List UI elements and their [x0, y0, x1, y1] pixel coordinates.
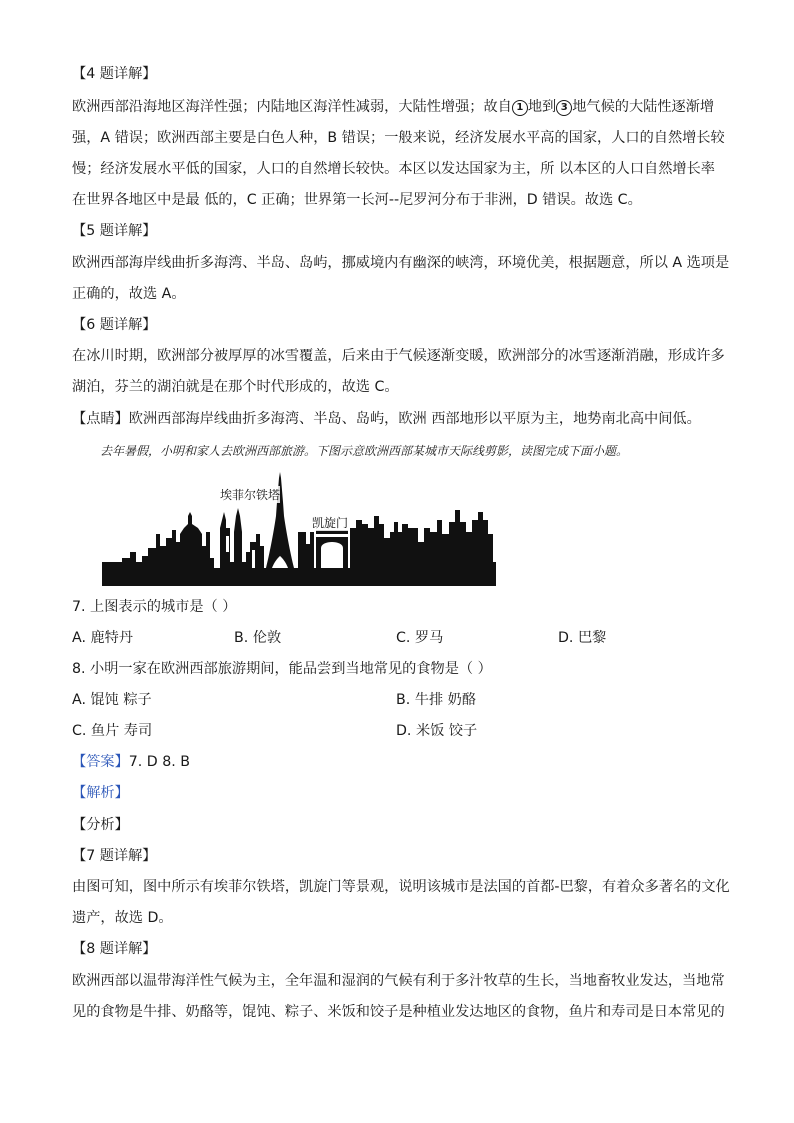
answer-label: 【答案】 [72, 754, 129, 770]
q8-option-d: D. 米饭 饺子 [396, 723, 478, 739]
circled-number-3: 3 [556, 100, 572, 116]
q7-option-a: A. 鹿特丹 [72, 630, 134, 646]
skyline-figure [102, 472, 496, 586]
q8-line-2: 见的食物是牛排、奶酪等，馄饨、粽子、米饭和饺子是种植业发达地区的食物，鱼片和寿司是日本常见的 [72, 1004, 725, 1020]
q8-line-1: 欧洲西部以温带海洋性气候为主，全年温和湿润的气候有利于多汁牧草的生长，当地畜牧业发达，当地常 [72, 973, 725, 989]
answer-text: 7. D 8. B [128, 754, 191, 770]
q8-option-c: C. 鱼片 寿司 [72, 723, 153, 739]
q6-line-1: 在冰川时期，欧洲部分被厚厚的冰雪覆盖，后来由于气候逐渐变暖，欧洲部分的冰雪逐渐消融，形成许多 [72, 348, 725, 364]
q8-stem: 8. 小明一家在欧洲西部旅游期间，能品尝到当地常见的食物是（ ） [72, 661, 492, 677]
eiffel-tower-label: 埃菲尔铁塔 [220, 488, 281, 502]
circled-number-1: 1 [512, 100, 528, 116]
q6-line-2: 湖泊，芬兰的湖泊就是在那个时代形成的，故选 C。 [72, 379, 399, 395]
q5-heading: 【5 题详解】 [72, 223, 157, 239]
q7-option-c: C. 罗马 [396, 630, 444, 646]
q7-line-1: 由图可知，图中所示有埃菲尔铁塔，凯旋门等景观，说明该城市是法国的首都-巴黎，有着众多著名的文化 [72, 879, 730, 895]
paris-skyline-silhouette [102, 472, 496, 586]
q4-heading: 【4 题详解】 [72, 66, 157, 82]
q7-line-2: 遗产，故选 D。 [72, 910, 173, 926]
q8-option-a: A. 馄饨 粽子 [72, 692, 152, 708]
q6-heading: 【6 题详解】 [72, 317, 157, 333]
q8-heading: 【8 题详解】 [72, 941, 157, 957]
arc-de-triomphe-label: 凯旋门 [312, 516, 349, 530]
jiexi-heading: 【解析】 [72, 785, 129, 801]
q7-heading: 【7 题详解】 [72, 848, 157, 864]
q4-line-1: 欧洲西部沿海地区海洋性强；内陆地区海洋性减弱，大陆性增强；故自 1 地到 3 地气候的大陆性逐渐增 [72, 99, 715, 115]
dianjing-note: 【点睛】欧洲西部海岸线曲折多海湾、半岛、岛屿，欧洲 西部地形以平原为主，地势南北高中间低。 [72, 411, 701, 427]
q7-option-d: D. 巴黎 [558, 630, 607, 646]
q5-line-2: 正确的，故选 A。 [72, 286, 186, 302]
q5-line-1: 欧洲西部海岸线曲折多海湾、半岛、岛屿，挪威境内有幽深的峡湾，环境优美，根据题意，所以 A 选项是 [72, 255, 730, 271]
q7-option-b: B. 伦敦 [234, 630, 282, 646]
fenxi-heading: 【分析】 [72, 817, 129, 833]
q4-line-3: 慢；经济发展水平低的国家，人口的自然增长较快。本区以发达国家为主，所 以本区的人口自然增长率 [72, 161, 715, 177]
q4-line-4: 在世界各地区中是最 低的，C 正确；世界第一长河--尼罗河分布于非洲，D 错误。故选 C。 [72, 192, 642, 208]
q4-line-2: 强，A 错误；欧洲西部主要是白色人种，B 错误；一般来说，经济发展水平高的国家，人口的自然增长较 [72, 130, 725, 146]
question-intro: 去年暑假，小明和家人去欧洲西部旅游。下图示意欧洲西部某城市天际线剪影，读图完成下面小题。 [100, 444, 629, 458]
answer-row [72, 752, 190, 772]
q8-option-b: B. 牛排 奶酪 [396, 692, 477, 708]
q7-stem: 7. 上图表示的城市是（ ） [72, 599, 237, 615]
